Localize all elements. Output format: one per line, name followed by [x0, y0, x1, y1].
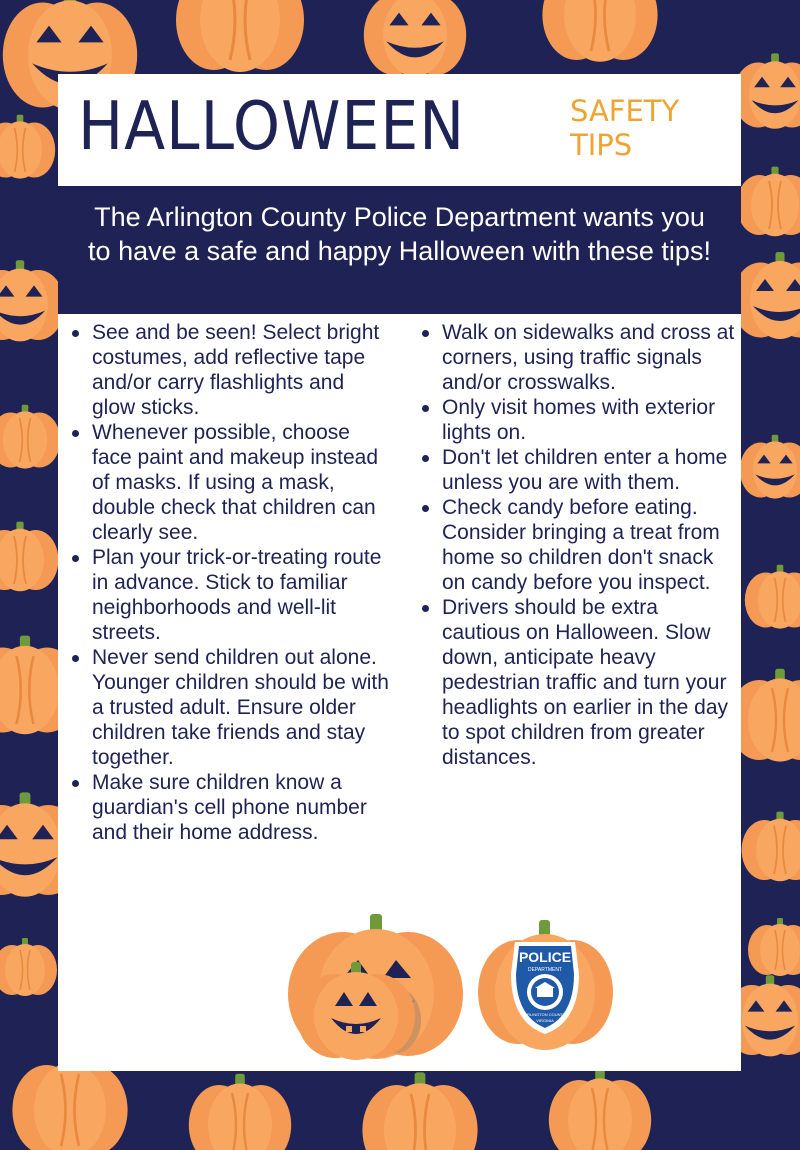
tip-item: Walk on sidewalks and cross at corners, using traffic signals and/or crosswalks. — [420, 320, 738, 395]
tip-item: Only visit homes with exterior lights on. — [420, 395, 738, 445]
tip-item: See and be seen! Select bright costumes, add reflective tape and/or carry flashlights and glow sticks. — [70, 320, 390, 420]
tip-item: Never send children out alone. Younger children should be with a trusted adult. Ensure older children take friends and stay together. — [70, 645, 390, 770]
content-card — [58, 74, 741, 1071]
title-sub-line1: SAFETY — [570, 94, 680, 128]
intro-banner: The Arlington County Police Department wants you to have a safe and happy Halloween with these tips! — [58, 186, 741, 314]
tip-item: Check candy before eating. Consider bringing a treat from home so children don't snack on candy before you inspect. — [420, 495, 738, 595]
tip-item: Whenever possible, choose face paint and makeup instead of masks. If using a mask, double check that children can clearly see. — [70, 420, 390, 545]
tip-item: Don't let children enter a home unless you are with them. — [420, 445, 738, 495]
title-main: HALLOWEEN — [78, 87, 466, 166]
badge-state: VIRGINIA — [536, 1018, 554, 1023]
title-subtitle — [570, 94, 679, 162]
tip-item: Drivers should be extra cautious on Halloween. Slow down, anticipate heavy pedestrian traffic and turn your headlights on earlier in the day to spot children from greater distances. — [420, 595, 738, 770]
title-sub-line2: TIPS — [570, 128, 633, 162]
tip-item: Make sure children know a guardian's cell phone number and their home address. — [70, 770, 390, 845]
badge-ring-text: ARLINGTON COUNTY — [524, 1012, 566, 1017]
title-header — [58, 74, 741, 186]
badge-title: POLICE — [518, 949, 572, 965]
tip-item: Plan your trick-or-treating route in advance. Stick to familiar neighborhoods and well-lit streets. — [70, 545, 390, 645]
tips-right-column — [420, 320, 738, 770]
pumpkin-group-illustration — [243, 912, 572, 1062]
badge-department: DEPARTMENT — [528, 967, 562, 973]
tips-left-column — [70, 320, 390, 845]
